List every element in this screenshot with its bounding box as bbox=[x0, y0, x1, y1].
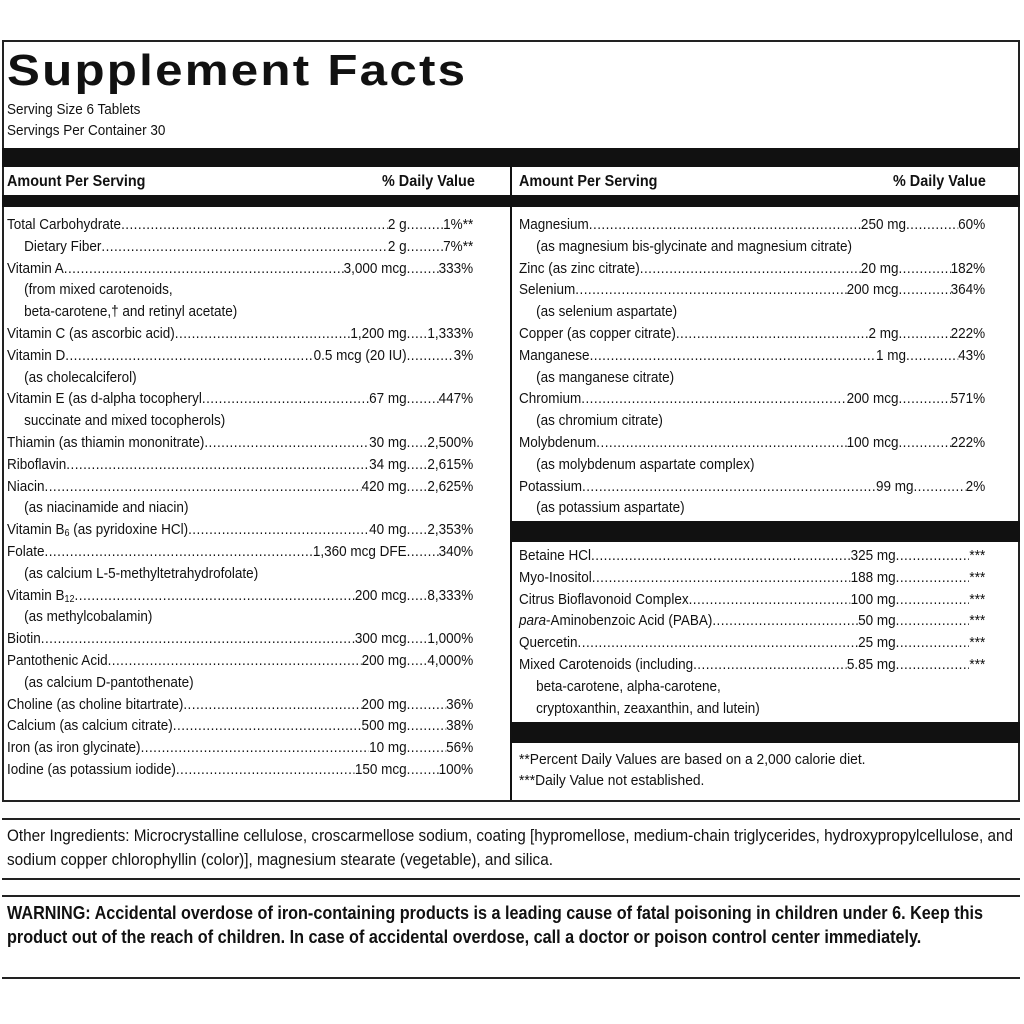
nutrient-name: Zinc (as zinc citrate) bbox=[519, 259, 640, 277]
leader-dots bbox=[592, 567, 851, 589]
nutrient-name: Folate bbox=[7, 542, 45, 560]
leader-dots bbox=[898, 279, 950, 301]
leader-dots bbox=[407, 258, 439, 280]
nutrient-name: Total Carbohydrate bbox=[7, 216, 122, 233]
nutrient-amount: 200 mcg bbox=[846, 281, 899, 299]
nutrient-row bbox=[7, 519, 474, 541]
leader-dots bbox=[407, 715, 447, 737]
nutrient-amount: 2 mg bbox=[868, 324, 899, 342]
daily-value: 7%** bbox=[443, 237, 474, 255]
leader-dots bbox=[204, 432, 369, 454]
nutrient-name: Iodine (as potassium iodide) bbox=[7, 760, 176, 778]
leader-dots bbox=[64, 258, 344, 280]
nutrient-row bbox=[7, 759, 474, 781]
daily-value: 2,615% bbox=[427, 455, 474, 473]
right-nutrient-list bbox=[519, 214, 985, 519]
leader-dots bbox=[45, 476, 362, 498]
daily-value: 43% bbox=[958, 346, 986, 364]
nutrient-amount: 0.5 mcg (20 IU) bbox=[313, 346, 407, 364]
nutrient-row bbox=[519, 545, 986, 567]
leader-dots bbox=[896, 654, 970, 676]
nutrient-amount: 5.85 mg bbox=[846, 655, 896, 673]
nutrient-name: Betaine HCl bbox=[519, 547, 592, 564]
daily-value: 447% bbox=[438, 390, 474, 408]
leader-dots bbox=[407, 759, 439, 781]
right-daily-value-header: % Daily Value bbox=[893, 173, 986, 190]
nutrient-row bbox=[7, 541, 474, 563]
footnote-daily-values: **Percent Daily Values are based on a 2,000 calorie diet. bbox=[519, 751, 866, 768]
nutrient-amount: 200 mg bbox=[361, 651, 407, 669]
nutrient-amount: 420 mg bbox=[361, 477, 407, 495]
nutrient-name: para-Aminobenzoic Acid (PABA) bbox=[519, 612, 713, 630]
nutrient-name: Vitamin $B_6$ (as pyridoxine HCl) bbox=[7, 521, 189, 540]
serving-size: Serving Size 6 Tablets bbox=[7, 101, 141, 118]
nutrient-row bbox=[7, 694, 474, 716]
nutrient-amount: 325 mg bbox=[850, 547, 896, 564]
nutrient-amount: 150 mcg bbox=[354, 760, 407, 778]
leader-dots bbox=[906, 214, 958, 236]
leader-dots bbox=[896, 632, 970, 654]
nutrient-amount: 10 mg bbox=[369, 739, 407, 757]
nutrient-name: Citrus Bioflavonoid Complex bbox=[519, 590, 689, 608]
nutrient-amount: 3,000 mcg bbox=[343, 259, 407, 277]
nutrient-name: Thiamin (as thiamin mononitrate) bbox=[7, 433, 205, 451]
leader-dots bbox=[407, 476, 428, 498]
daily-value: 340% bbox=[438, 542, 474, 560]
leader-dots bbox=[108, 650, 362, 672]
leader-dots bbox=[45, 541, 313, 563]
nutrient-row bbox=[519, 610, 986, 632]
leader-dots bbox=[575, 279, 846, 301]
nutrient-name: Pantothenic Acid bbox=[7, 651, 108, 669]
nutrient-amount: 500 mg bbox=[361, 717, 407, 735]
nutrient-row bbox=[519, 476, 986, 498]
leader-dots bbox=[407, 345, 454, 367]
daily-value: *** bbox=[969, 655, 986, 673]
daily-value: 4,000% bbox=[427, 651, 474, 669]
nutrient-row bbox=[519, 279, 986, 301]
nutrient-row bbox=[519, 632, 986, 654]
leader-dots bbox=[407, 214, 444, 236]
nutrient-amount: 40 mg bbox=[369, 521, 407, 539]
nutrient-name: Quercetin bbox=[519, 634, 578, 652]
daily-value: *** bbox=[969, 590, 986, 608]
leader-dots bbox=[407, 236, 444, 258]
nutrient-source-note: (as methylcobalamin) bbox=[24, 608, 153, 626]
page-title: Supplement Facts bbox=[7, 46, 468, 95]
column-separator bbox=[510, 167, 512, 800]
nutrient-row bbox=[519, 388, 986, 410]
nutrient-source-note: cryptoxanthin, zeaxanthin, and lutein) bbox=[536, 699, 760, 717]
daily-value: 60% bbox=[958, 216, 986, 233]
leader-dots bbox=[590, 345, 876, 367]
nutrient-name: Potassium bbox=[519, 477, 583, 495]
nutrient-amount: 20 mg bbox=[860, 259, 899, 277]
leader-dots bbox=[407, 454, 428, 476]
nutrient-row bbox=[7, 715, 474, 737]
daily-value: 38% bbox=[446, 717, 474, 735]
nutrient-source-note: succinate and mixed tocopherols) bbox=[24, 412, 226, 430]
daily-value: 222% bbox=[950, 433, 986, 451]
leader-dots bbox=[896, 545, 970, 567]
nutrient-source-note: (as selenium aspartate) bbox=[536, 303, 678, 321]
leader-dots bbox=[578, 632, 859, 654]
nutrient-name: Magnesium bbox=[519, 216, 589, 233]
nutrient-source-note: (as chromium citrate) bbox=[536, 412, 663, 430]
daily-value: 56% bbox=[446, 739, 474, 757]
nutrient-source-note: (as calcium D-pantothenate) bbox=[24, 673, 194, 691]
leader-dots bbox=[898, 432, 950, 454]
nutrient-name: Niacin bbox=[7, 477, 45, 495]
leader-dots bbox=[66, 454, 369, 476]
leader-dots bbox=[898, 323, 950, 345]
daily-value: 100% bbox=[438, 760, 474, 778]
left-nutrient-list bbox=[7, 214, 473, 781]
nutrient-source-note: (as magnesium bis-glycinate and magnesium citrate) bbox=[536, 237, 852, 255]
nutrient-amount: 200 mg bbox=[361, 695, 407, 713]
nutrient-amount: 30 mg bbox=[369, 433, 407, 451]
nutrient-row bbox=[7, 214, 474, 236]
leader-dots bbox=[693, 654, 847, 676]
nutrient-name: Vitamin E (as d-alpha tocopheryl bbox=[7, 390, 202, 408]
daily-value: 333% bbox=[438, 259, 474, 277]
leader-dots bbox=[407, 650, 428, 672]
nutrient-name: Mixed Carotenoids (including bbox=[519, 655, 694, 673]
nutrient-row bbox=[7, 585, 474, 607]
nutrient-name: Iron (as iron glycinate) bbox=[7, 739, 141, 757]
leader-dots bbox=[65, 345, 313, 367]
nutrient-name: Vitamin $B_{12}$ bbox=[7, 586, 75, 605]
nutrient-amount: 100 mcg bbox=[846, 433, 899, 451]
daily-value: *** bbox=[969, 634, 986, 652]
nutrient-name: Calcium (as calcium citrate) bbox=[7, 717, 173, 735]
daily-value: 8,333% bbox=[427, 586, 474, 604]
leader-dots bbox=[175, 323, 351, 345]
nutrient-amount: 300 mcg bbox=[354, 630, 407, 648]
nutrient-amount: 2 g bbox=[387, 237, 407, 255]
nutrient-source-note: (as calcium L-5-methyltetrahydrofolate) bbox=[24, 564, 259, 582]
leader-dots bbox=[121, 214, 388, 236]
nutrient-name: Copper (as copper citrate) bbox=[519, 324, 676, 342]
leader-dots bbox=[689, 589, 851, 611]
footnote-not-established: ***Daily Value not established. bbox=[519, 772, 705, 789]
nutrient-row bbox=[7, 345, 474, 367]
nutrient-name: Vitamin C (as ascorbic acid) bbox=[7, 324, 175, 342]
leader-dots bbox=[407, 541, 439, 563]
leader-dots bbox=[407, 737, 447, 759]
nutrient-name: Vitamin A bbox=[7, 259, 64, 277]
nutrient-row bbox=[7, 454, 474, 476]
nutrient-row bbox=[519, 589, 986, 611]
nutrient-name: Selenium bbox=[519, 281, 576, 299]
nutrient-amount: 188 mg bbox=[850, 568, 896, 586]
daily-value: 1%** bbox=[443, 216, 474, 233]
nutrient-amount: 200 mcg bbox=[354, 586, 407, 604]
leader-dots bbox=[407, 323, 428, 345]
nutrient-row bbox=[7, 628, 474, 650]
nutrient-source-note: (as manganese citrate) bbox=[536, 368, 675, 386]
nutrient-amount: 25 mg bbox=[858, 634, 896, 652]
leader-dots bbox=[591, 545, 851, 567]
daily-value: 1,333% bbox=[427, 324, 474, 342]
nutrient-row bbox=[7, 476, 474, 498]
nutrient-source-note: beta-carotene,† and retinyl acetate) bbox=[24, 303, 238, 321]
servings-per-container: Servings Per Container 30 bbox=[7, 122, 166, 139]
nutrient-row bbox=[7, 236, 474, 258]
leader-dots bbox=[581, 388, 846, 410]
leader-dots bbox=[176, 759, 355, 781]
leader-dots bbox=[101, 236, 387, 258]
daily-value: 1,000% bbox=[427, 630, 474, 648]
nutrient-amount: 1,200 mg bbox=[350, 324, 407, 342]
leader-dots bbox=[596, 432, 846, 454]
nutrient-name: Riboflavin bbox=[7, 455, 67, 473]
nutrient-row bbox=[519, 214, 986, 236]
leader-dots bbox=[898, 258, 950, 280]
leader-dots bbox=[41, 628, 355, 650]
leader-dots bbox=[640, 258, 861, 280]
leader-dots bbox=[898, 388, 950, 410]
nutrient-name: Vitamin D bbox=[7, 346, 66, 364]
nutrient-amount: 99 mg bbox=[875, 477, 914, 495]
nutrient-amount: 250 mg bbox=[860, 216, 906, 233]
nutrient-row bbox=[519, 323, 986, 345]
leader-dots bbox=[589, 214, 861, 236]
nutrient-row bbox=[519, 654, 986, 676]
nutrient-amount: 100 mg bbox=[850, 590, 896, 608]
daily-value: 571% bbox=[950, 390, 986, 408]
leader-dots bbox=[582, 476, 876, 498]
nutrient-row bbox=[519, 258, 986, 280]
daily-value: *** bbox=[969, 612, 986, 630]
nutrient-name: Chromium bbox=[519, 390, 582, 408]
leader-dots bbox=[407, 432, 428, 454]
nutrient-name: Dietary Fiber bbox=[24, 237, 102, 255]
daily-value: *** bbox=[969, 568, 986, 586]
nutrient-source-note: (as niacinamide and niacin) bbox=[24, 499, 189, 517]
leader-dots bbox=[173, 715, 362, 737]
daily-value: 2,353% bbox=[427, 521, 474, 539]
nutrient-amount: 50 mg bbox=[858, 612, 896, 630]
iron-warning: WARNING: Accidental overdose of iron-containing products is a leading cause of fatal poisoning in children under 6. Keep this product out of the reach of children. In case of accidental overdose, call a doctor or poison control center immediately. bbox=[7, 903, 984, 947]
nutrient-row bbox=[7, 323, 474, 345]
nutrient-amount: 1,360 mcg DFE bbox=[312, 542, 407, 560]
leader-dots bbox=[407, 388, 439, 410]
nutrient-row bbox=[7, 737, 474, 759]
leader-dots bbox=[407, 628, 428, 650]
leader-dots bbox=[183, 694, 361, 716]
nutrient-row bbox=[519, 345, 986, 367]
right-divider-1 bbox=[512, 521, 1020, 542]
daily-value: *** bbox=[969, 547, 986, 564]
thick-divider-top bbox=[2, 148, 1020, 167]
nutrient-source-note: (from mixed carotenoids, bbox=[24, 281, 173, 299]
nutrient-amount: 67 mg bbox=[369, 390, 407, 408]
nutrient-source-note: (as molybdenum aspartate complex) bbox=[536, 455, 755, 473]
nutrient-amount: 1 mg bbox=[875, 346, 906, 364]
daily-value: 364% bbox=[950, 281, 986, 299]
nutrient-row bbox=[519, 567, 986, 589]
nutrient-amount: 34 mg bbox=[369, 455, 407, 473]
leader-dots bbox=[896, 610, 970, 632]
nutrient-name: Choline (as choline bitartrate) bbox=[7, 695, 184, 713]
daily-value: 182% bbox=[950, 259, 986, 277]
left-daily-value-header: % Daily Value bbox=[382, 173, 475, 190]
nutrient-source-note: beta-carotene, alpha-carotene, bbox=[536, 677, 721, 695]
nutrient-name: Biotin bbox=[7, 630, 41, 648]
right-other-list bbox=[519, 545, 985, 719]
nutrient-row bbox=[7, 258, 474, 280]
nutrient-name: Manganese bbox=[519, 346, 590, 364]
leader-dots bbox=[896, 567, 970, 589]
leader-dots bbox=[407, 694, 447, 716]
nutrient-amount: 2 g bbox=[387, 216, 407, 233]
nutrient-row bbox=[7, 650, 474, 672]
leader-dots bbox=[202, 388, 369, 410]
nutrient-row bbox=[7, 388, 474, 410]
right-divider-2 bbox=[512, 722, 1020, 743]
left-amount-header: Amount Per Serving bbox=[7, 173, 146, 190]
leader-dots bbox=[141, 737, 370, 759]
nutrient-row bbox=[519, 432, 986, 454]
daily-value: 2% bbox=[965, 477, 986, 495]
nutrient-source-note: (as potassium aspartate) bbox=[536, 499, 685, 517]
leader-dots bbox=[712, 610, 858, 632]
daily-value: 36% bbox=[446, 695, 474, 713]
daily-value: 3% bbox=[453, 346, 474, 364]
leader-dots bbox=[906, 345, 958, 367]
nutrient-row bbox=[7, 432, 474, 454]
nutrient-source-note: (as cholecalciferol) bbox=[24, 368, 137, 386]
other-ingredients: Other Ingredients: Microcrystalline cellulose, croscarmellose sodium, coating [hypromellose, medium-chain triglycerides, hydroxypropylcellulose, and sodium copper chlorophyllin (color)], magnesium stearate (vegetable), and silica. bbox=[7, 826, 1013, 869]
nutrient-name: Myo-Inositol bbox=[519, 568, 592, 586]
nutrient-name: Molybdenum bbox=[519, 433, 597, 451]
leader-dots bbox=[896, 589, 970, 611]
leader-dots bbox=[676, 323, 869, 345]
nutrient-amount: 200 mcg bbox=[846, 390, 899, 408]
daily-value: 2,625% bbox=[427, 477, 474, 495]
daily-value: 2,500% bbox=[427, 433, 474, 451]
right-amount-header: Amount Per Serving bbox=[519, 173, 658, 190]
leader-dots bbox=[913, 476, 965, 498]
daily-value: 222% bbox=[950, 324, 986, 342]
